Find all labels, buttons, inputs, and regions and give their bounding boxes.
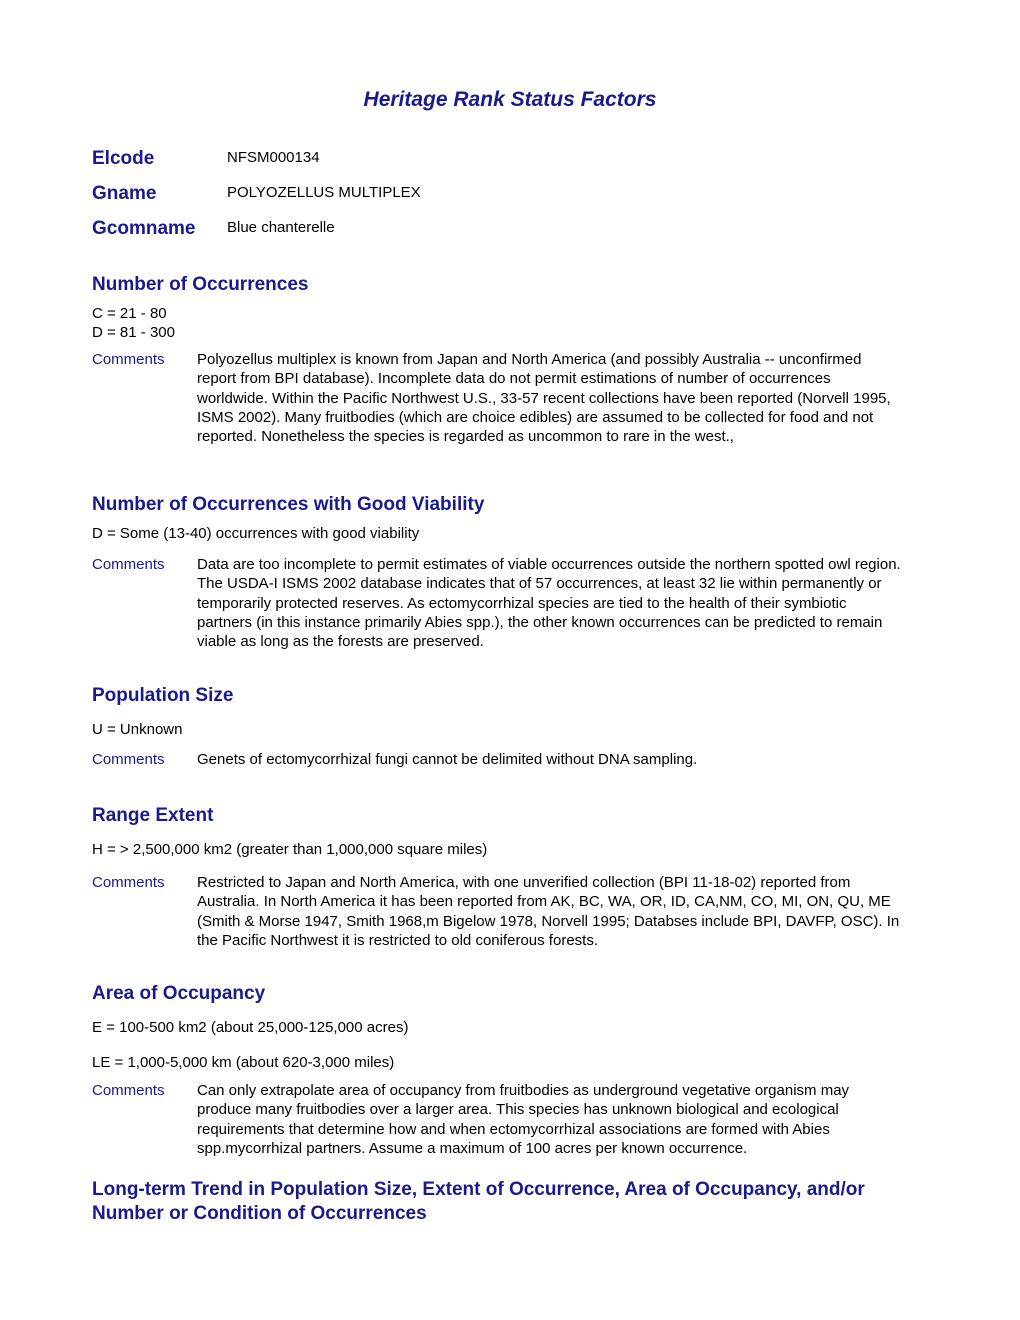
population-heading: Population Size bbox=[92, 685, 234, 706]
elcode-value: NFSM000134 bbox=[227, 149, 320, 166]
population-comments-label: Comments bbox=[92, 751, 165, 768]
gname-value: POLYOZELLUS MULTIPLEX bbox=[227, 184, 421, 201]
trend-heading: Long-term Trend in Population Size, Extent of Occurrence, Area of Occupancy, and/or Number or Condition of Occurrences bbox=[92, 1179, 865, 1224]
occurrences-comments-label: Comments bbox=[92, 351, 165, 368]
occurrences-comment: Polyozellus multiplex is known from Japan and North America (and possibly Australia -- unconfirmed report from BPI database). Incomplete data do not permit estimations of number of occurrences worldwide. Within the Pacific Northwest U.S., 33-57 recent collections have been reported (Norvell 1995, ISMS 2002). Many fruitbodies (which are choice edibles) are assumed to be collected for food and not reported. Nonetheless the species is regarded as uncommon to rare in the west., bbox=[197, 351, 891, 446]
gcomname-label: Gcomname bbox=[92, 218, 196, 239]
gname-label: Gname bbox=[92, 183, 157, 204]
occurrences-value-d: D = 81 - 300 bbox=[92, 324, 175, 341]
area-comment: Can only extrapolate area of occupancy from fruitbodies as underground vegetative organism may produce many fruitbodies over a larger area. This species has unknown biological and ecological requirements that determine how and when ectomycorrhizal associations are formed with Abies spp.mycorrhizal partners. Assume a maximum of 100 acres per known occurrence. bbox=[197, 1082, 850, 1157]
elcode-label: Elcode bbox=[92, 148, 155, 169]
area-heading: Area of Occupancy bbox=[92, 983, 266, 1004]
viability-comment: Data are too incomplete to permit estimates of viable occurrences outside the northern spotted owl region. The USDA-I ISMS 2002 database indicates that of 57 occurrences, at least 32 lie within permanently or temporarily protected reserves. As ectomycorrhizal species are tied to the health of their symbiotic partners (in this instance primarily Abies spp.), the other known occurrences can be predicted to remain viable as long as the forests are preserved. bbox=[197, 556, 901, 651]
area-comments-label: Comments bbox=[92, 1082, 165, 1099]
area-value-le: LE = 1,000-5,000 km (about 620-3,000 miles) bbox=[92, 1054, 395, 1071]
population-comment: Genets of ectomycorrhizal fungi cannot be delimited without DNA sampling. bbox=[197, 751, 698, 768]
viability-comments-label: Comments bbox=[92, 556, 165, 573]
occurrences-value-c: C = 21 - 80 bbox=[92, 305, 167, 322]
page-title: Heritage Rank Status Factors bbox=[363, 88, 657, 111]
range-value: H = > 2,500,000 km2 (greater than 1,000,000 square miles) bbox=[92, 841, 488, 858]
viability-value: D = Some (13-40) occurrences with good viability bbox=[92, 525, 420, 542]
range-comment: Restricted to Japan and North America, with one unverified collection (BPI 11-18-02) reported from Australia. In North America it has been reported from AK, BC, WA, OR, ID, CA,NM, CO, MI, ON, QU, ME (Smith & Morse 1947, Smith 1968,m Bigelow 1978, Norvell 1995; Databses include BPI, DAVFP, OSC). In the Pacific Northwest it is restricted to old coniferous forests. bbox=[197, 874, 900, 949]
occurrences-heading: Number of Occurrences bbox=[92, 274, 309, 295]
population-value: U = Unknown bbox=[92, 721, 183, 738]
gcomname-value: Blue chanterelle bbox=[227, 219, 335, 236]
viability-heading: Number of Occurrences with Good Viability bbox=[92, 494, 485, 515]
range-comments-label: Comments bbox=[92, 874, 165, 891]
range-heading: Range Extent bbox=[92, 805, 214, 826]
area-value-e: E = 100-500 km2 (about 25,000-125,000 acres) bbox=[92, 1019, 409, 1036]
